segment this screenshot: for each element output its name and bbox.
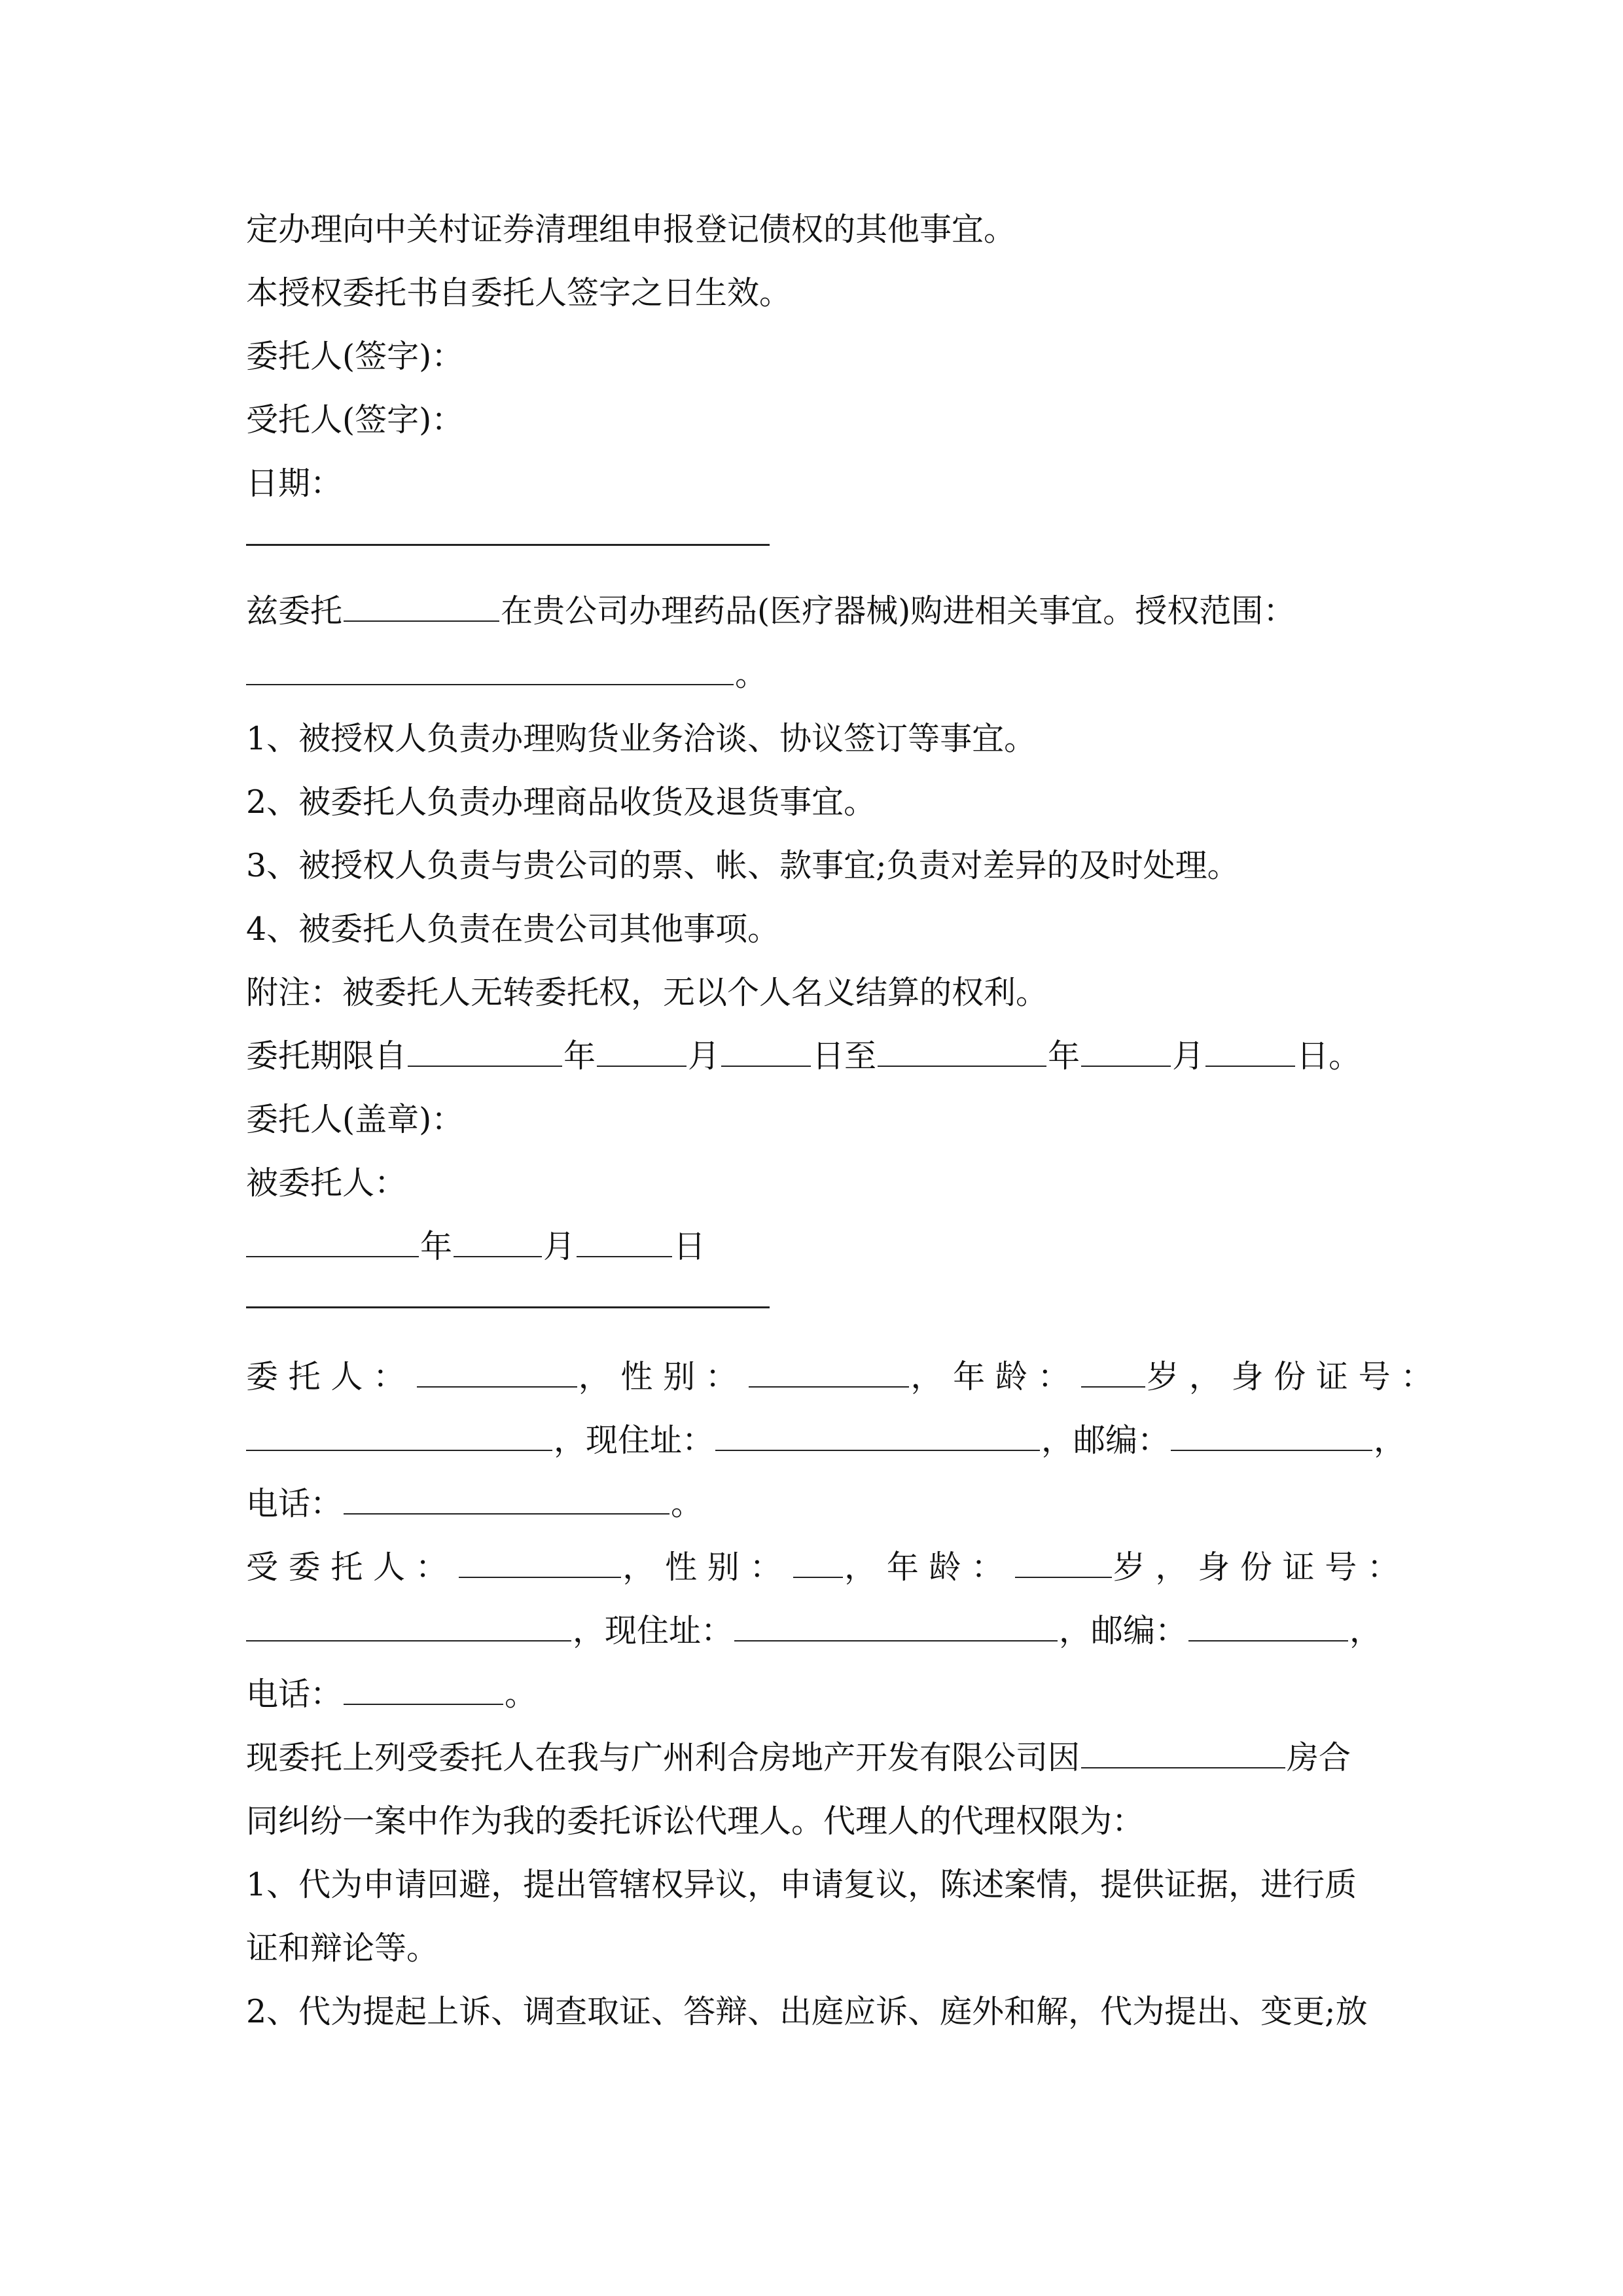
blank-field[interactable] (459, 1551, 621, 1578)
text: 。 (735, 656, 768, 693)
blank-field[interactable] (1188, 1614, 1348, 1641)
text: 月 (688, 1037, 721, 1075)
list-item (246, 1989, 1368, 2035)
text: 1、代为申请回避，提出管辖权异议，申请复议，陈述案情，提供证据，进行质 (246, 1866, 1357, 1903)
text: 证和辩论等。 (246, 1929, 439, 1967)
blank-field[interactable] (454, 1230, 542, 1257)
text-line (246, 1799, 1144, 1844)
text: ，现住址： (554, 1422, 715, 1459)
list-item (246, 780, 876, 825)
text-line (246, 1926, 438, 1971)
text: 1、被授权人负责办理购货业务洽谈、协议签订等事宜。 (246, 720, 1037, 757)
blank-field[interactable] (1081, 1039, 1171, 1067)
note-line (246, 970, 1048, 1016)
agent-line (246, 1160, 406, 1206)
text: 日 (673, 1228, 706, 1265)
blank-field[interactable] (715, 1424, 1040, 1451)
text-line (246, 588, 1295, 634)
principal-phone-line (246, 1481, 703, 1527)
text: 2、被委托人负责办理商品收货及退货事宜。 (246, 783, 876, 821)
text: 3、被授权人负责与贵公司的票、帐、款事宜;负责对差异的及时处理。 (246, 847, 1240, 884)
text-line (246, 207, 1016, 253)
blank-field[interactable] (344, 594, 499, 622)
section-divider (246, 1306, 770, 1308)
blank-field[interactable] (344, 1677, 503, 1705)
text: 在贵公司办理药品(医疗器械)购进相关事宜。授权范围： (501, 592, 1296, 630)
text: 日。 (1296, 1037, 1361, 1075)
text: 房合 (1287, 1739, 1351, 1776)
agent-address-line (246, 1608, 1382, 1654)
text: 。 (671, 1485, 704, 1522)
list-item (246, 716, 1036, 762)
text: ，性别： (578, 1358, 748, 1395)
label: 委托人(盖章)： (246, 1101, 464, 1138)
list-item (246, 906, 779, 952)
blank-field[interactable] (1171, 1424, 1372, 1451)
blank-field[interactable] (1205, 1039, 1295, 1067)
text: ，年龄： (910, 1358, 1080, 1395)
text: ， (1374, 1422, 1406, 1459)
text: 受委托人： (246, 1549, 458, 1586)
blank-field[interactable] (246, 658, 734, 685)
text-line (246, 270, 791, 316)
paragraph-text: 定办理向中关村证券清理组申报登记债权的其他事宜。 (246, 211, 1016, 248)
text: ，现住址： (573, 1612, 734, 1649)
blank-field[interactable] (1081, 1741, 1285, 1768)
agent-phone-line (246, 1672, 537, 1717)
text: 2、代为提起上诉、调查取证、答辩、出庭应诉、庭外和解，代为提出、变更;放 (246, 1993, 1368, 2030)
blank-field[interactable] (577, 1230, 672, 1257)
blank-field[interactable] (1081, 1360, 1145, 1388)
blank-field[interactable] (734, 1614, 1058, 1641)
text: 电话： (246, 1676, 343, 1713)
text: 附注：被委托人无转委托权，无以个人名义结算的权利。 (246, 974, 1048, 1011)
blank-field[interactable] (878, 1039, 1046, 1067)
blank-field[interactable] (408, 1039, 562, 1067)
text: ，年龄： (844, 1549, 1014, 1586)
blank-field[interactable] (721, 1039, 811, 1067)
text: 。 (505, 1676, 537, 1713)
blank-field[interactable] (417, 1360, 577, 1388)
list-item (246, 1862, 1357, 1908)
text: 年 (420, 1228, 453, 1265)
principal-info-line (246, 1354, 1443, 1400)
text: ，邮编： (1059, 1612, 1188, 1649)
signature-line-agent (246, 397, 463, 443)
paragraph-text: 本授权委托书自委托人签字之日生效。 (246, 274, 792, 312)
label: 受托人(签字)： (246, 401, 464, 439)
list-item (246, 843, 1240, 889)
text: 电话： (246, 1485, 343, 1522)
text: 月 (1172, 1037, 1205, 1075)
blank-field[interactable] (246, 1424, 552, 1451)
text-line (246, 1735, 1351, 1781)
text: 日至 (812, 1037, 877, 1075)
signature-line-principal (246, 334, 463, 380)
text: 月 (543, 1228, 576, 1265)
label: 日期： (246, 465, 343, 502)
text: 委托人： (246, 1358, 416, 1395)
date-line (246, 461, 342, 507)
blank-field[interactable] (1015, 1551, 1112, 1578)
text: 年 (1048, 1037, 1080, 1075)
text: 兹委托 (246, 592, 343, 630)
principal-address-line (246, 1418, 1406, 1463)
text: 岁，身份证号： (1147, 1358, 1443, 1395)
term-line (246, 1033, 1361, 1079)
blank-field[interactable] (344, 1487, 669, 1515)
blank-field[interactable] (246, 1230, 419, 1257)
agent-info-line (246, 1545, 1410, 1590)
blank-field[interactable] (246, 1614, 571, 1641)
blank-field[interactable] (793, 1551, 843, 1578)
text: ，性别： (622, 1549, 793, 1586)
text: 委托期限自 (246, 1037, 407, 1075)
seal-line (246, 1097, 463, 1143)
text: 年 (563, 1037, 596, 1075)
text: 岁，身份证号： (1113, 1549, 1410, 1586)
label: 委托人(签字)： (246, 338, 464, 375)
text: ，邮编： (1041, 1422, 1170, 1459)
text: 现委托上列受委托人在我与广州利合房地产开发有限公司因 (246, 1739, 1080, 1776)
text: 4、被委托人负责在贵公司其他事项。 (246, 910, 780, 948)
text: ， (1349, 1612, 1382, 1649)
text-line (246, 652, 767, 698)
text: 同纠纷一案中作为我的委托诉讼代理人。代理人的代理权限为： (246, 1803, 1145, 1840)
blank-field[interactable] (597, 1039, 687, 1067)
date-fill-line (246, 1224, 705, 1270)
blank-field[interactable] (749, 1360, 909, 1388)
label: 被委托人： (246, 1164, 407, 1202)
section-divider (246, 544, 770, 546)
